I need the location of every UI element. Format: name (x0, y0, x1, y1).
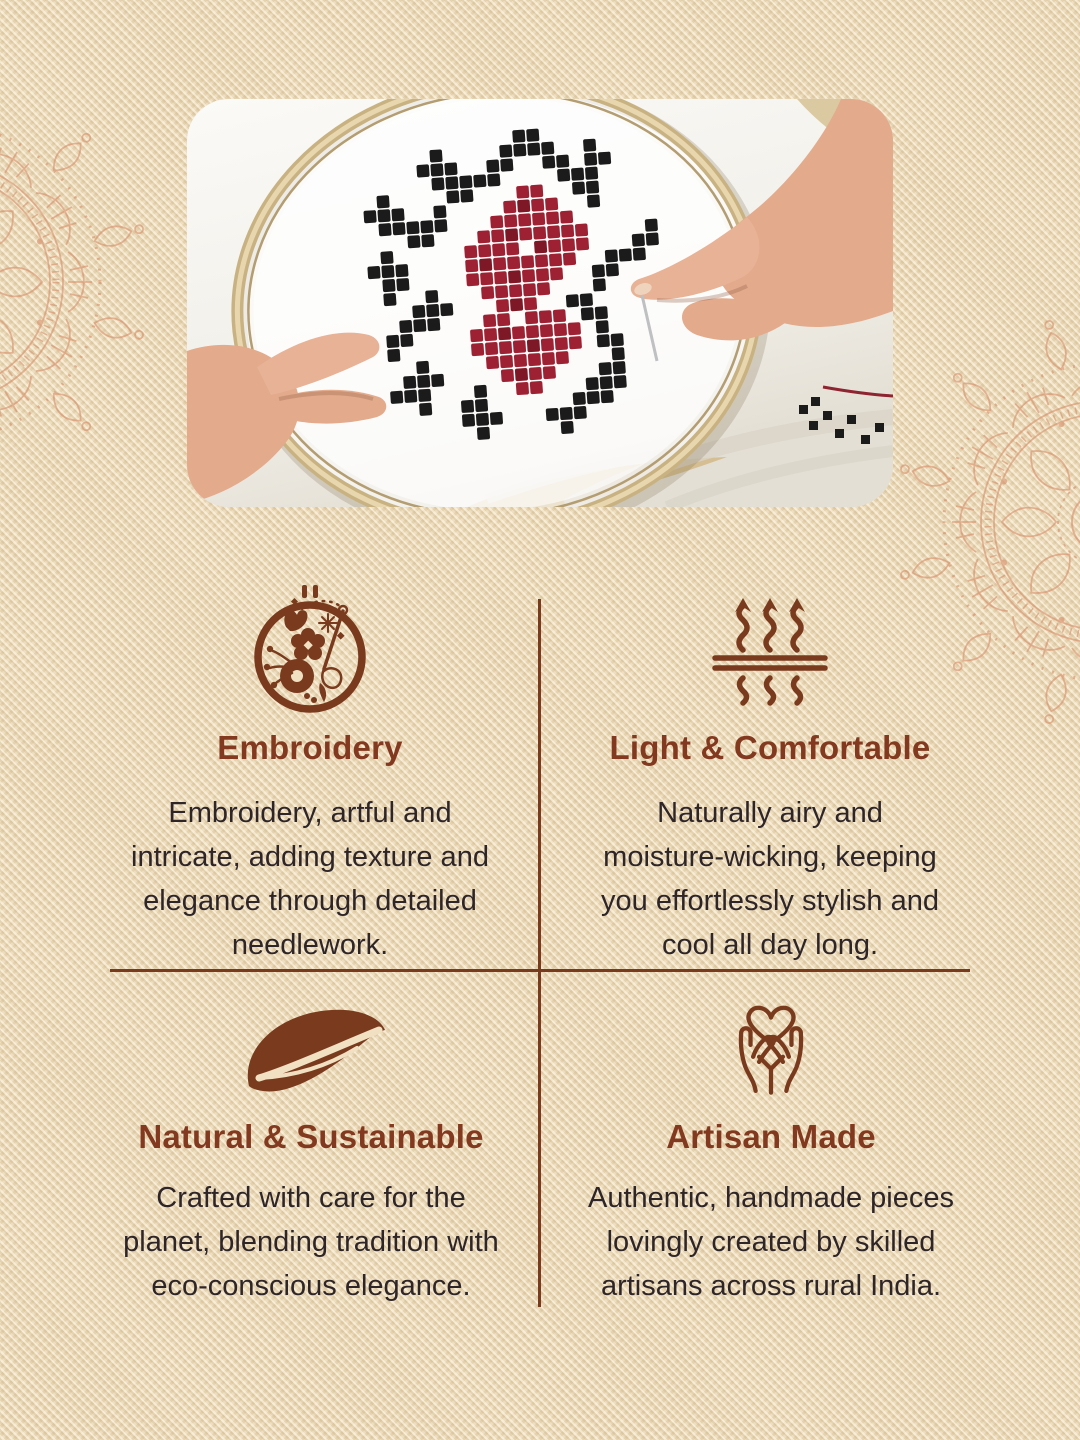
feature-description-artisan-made (541, 1176, 1001, 1308)
hero-photo (187, 99, 893, 507)
feature-description-natural-sustainable (81, 1176, 541, 1308)
embroidery-hoop-icon (250, 583, 370, 715)
hands-holding-heart-icon (713, 992, 829, 1096)
feature-title-embroidery: Embroidery (217, 729, 403, 766)
feature-description-line: Crafted with care for the (156, 1182, 466, 1214)
feature-description-line: Embroidery, artful and (168, 797, 452, 829)
feature-description-line: moisture-wicking, keeping (603, 841, 937, 873)
feature-description-light-comfortable (540, 791, 1000, 967)
feature-description-line: you effortlessly stylish and (601, 885, 939, 917)
feature-description-line: elegance through detailed (143, 885, 477, 917)
feature-description-line: cool all day long. (661, 929, 879, 961)
feature-description-line: planet, blending tradition with (123, 1226, 499, 1258)
grid-divider-horizontal (110, 969, 970, 972)
breathable-fabric-icon (703, 594, 837, 706)
feature-description-embroidery (80, 791, 540, 967)
mandala-ornament-left-icon (0, 62, 162, 502)
leaf-icon (233, 1000, 389, 1094)
feature-description-line: lovingly created by skilled (606, 1226, 936, 1258)
embroidery-photo-illustration (187, 99, 893, 507)
feature-title-natural-sustainable: Natural & Sustainable (138, 1118, 484, 1155)
feature-description-line: needlework. (231, 929, 389, 961)
feature-description-line: artisans across rural India. (600, 1270, 942, 1302)
mandala-ornament-right-icon (882, 302, 1080, 742)
feature-description-line: intricate, adding texture and (131, 841, 489, 873)
feature-description-line: eco-conscious elegance. (151, 1270, 471, 1302)
feature-description-line: Authentic, handmade pieces (588, 1182, 954, 1214)
feature-title-light-comfortable: Light & Comfortable (609, 729, 931, 766)
feature-description-line: Naturally airy and (657, 797, 883, 829)
feature-title-artisan-made: Artisan Made (666, 1118, 876, 1155)
